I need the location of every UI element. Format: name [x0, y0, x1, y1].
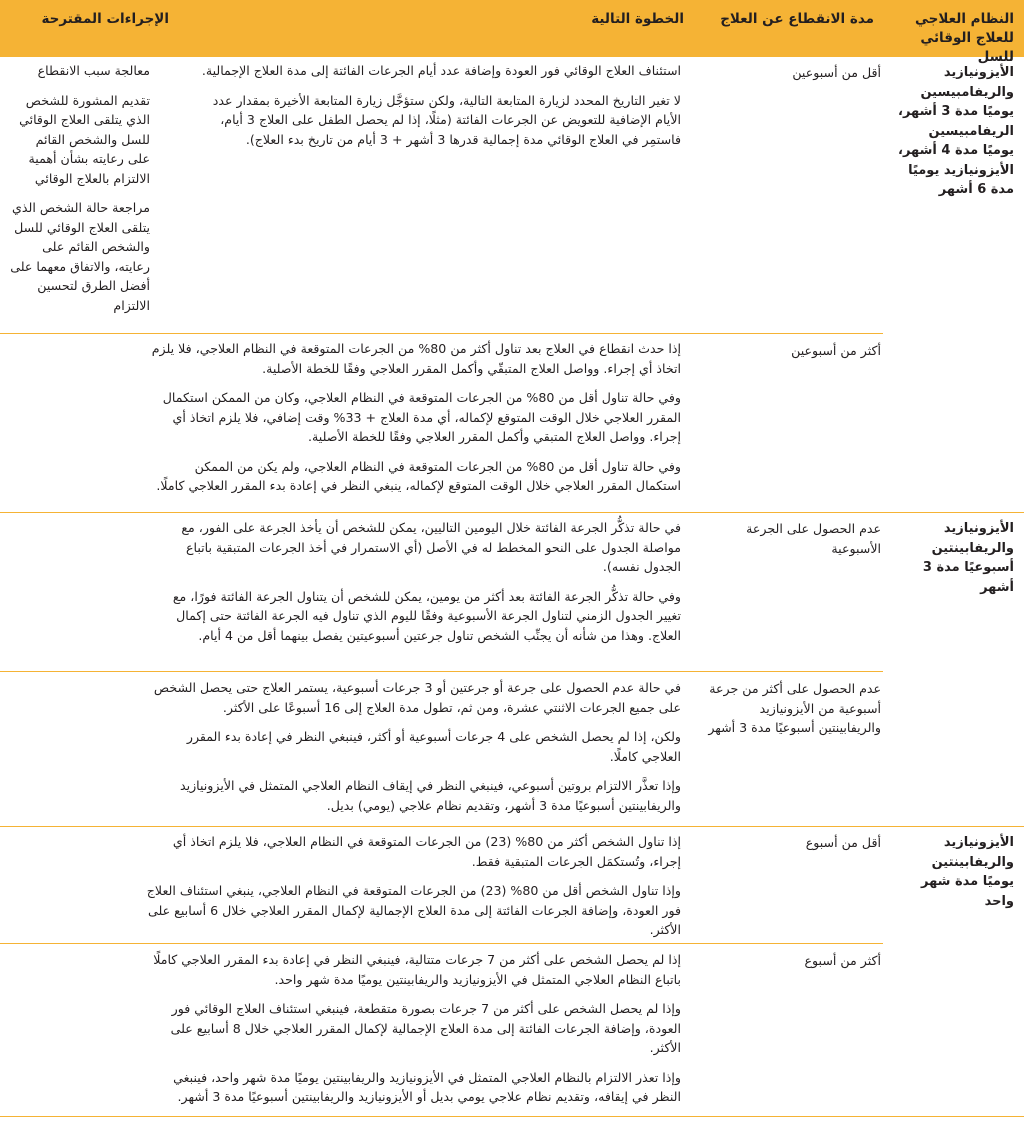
duration-cell: أكثر من أسبوعين [791, 343, 881, 358]
next-step-paragraph: وإذا تناول الشخص أقل من 80% (23) من الجرعات المتوقعة في النظام العلاجي، ينبغي استئناف العلاج فور العودة، وإضافة الجرعات الفائتة إلى مدة العلاج الإجمالية لإكمال المقرر العلاجي خلال 6 أسابيع على الأكثر. [146, 883, 681, 937]
next-step-paragraph: إذا حدث انقطاع في العلاج بعد تناول أكثر من 80% من الجرعات المتوقعة في النظام العلاجي، فلا يلزم اتخاذ أي إجراء. وواصل العلاج المتبقّي وأكمل المقرر العلاجي وفقًا للخطة الأصلية. [151, 341, 681, 376]
regimen-2: الأيزونيازيد والريفابينتين أسبوعيًا مدة 3 أشهر [922, 521, 1014, 595]
duration-cell: أقل من أسبوع [805, 835, 881, 850]
next-step-paragraph: ولكن، إذا لم يحصل الشخص على 4 جرعات أسبوعية أو أكثر، فينبغي النظر في إعادة بدء المقرر العلاجي كاملًا. [186, 729, 681, 764]
header-suggested-actions: الإجراءات المقترحة [41, 11, 169, 27]
action-item: معالجة سبب الانقطاع [37, 63, 150, 78]
next-step-paragraph: وفي حالة تذكُّر الجرعة الفائتة بعد أكثر من يومين، يمكن للشخص أن يتناول الجرعة الفائتة فورًا، مع تغيير الجدول الزمني لتناول الجرعة الأسبوعية وفقًا لليوم الذي تناول فيه الجرعة الفائتة حتى إكمال العلاج. وهذا من شأنه أن يجنِّب الشخص تناول جرعتين أسبوعيتين يفصل بينهما أقل من 4 أيام. [172, 588, 681, 643]
row-divider [0, 512, 1024, 513]
header-interruption-duration: مدة الانقطاع عن العلاج [720, 11, 874, 27]
regimen-1: الأيزونيازيد والريفامبيسين يوميًا مدة 3 أشهر، الريفامبيسين يوميًا مدة 4 أشهر، الأيزونيازيد يوميًا مدة 6 أشهر [898, 65, 1014, 197]
duration-cell: أقل من أسبوعين [792, 65, 881, 80]
next-step-paragraph: وإذا لم يحصل الشخص على أكثر من 7 جرعات بصورة متقطعة، فينبغي استئناف العلاج الوقائي فور العودة، وإضافة الجرعات الفائتة إلى مدة العلاج الإجمالية لإكمال المقرر العلاجي خلال 8 أسابيع على الأكثر. [170, 1001, 681, 1055]
next-step-paragraph: إذا لم يحصل الشخص على أكثر من 7 جرعات متتالية، فينبغي النظر في إعادة بدء المقرر العلاجي كاملًا باتباع النظام العلاجي المتمثل في الأيزونيازيد والريفابينتين يوميًا مدة شهر واحد. [153, 952, 681, 987]
action-item: مراجعة حالة الشخص الذي يتلقى العلاج الوقائي للسل والشخص القائم على رعايته، والاتفاق معهما على أفضل الطرق لتحسين الالتزام [10, 200, 150, 313]
row-divider [0, 333, 883, 334]
next-step-paragraph: وفي حالة تناول أقل من 80% من الجرعات المتوقعة في النظام العلاجي، ولم يكن من الممكن استكمال المقرر العلاجي خلال الوقت المتوقع لإكماله، ينبغي النظر في إعادة بدء المقرر العلاجي كاملًا. [156, 458, 681, 493]
row-divider [0, 671, 883, 672]
next-step-cell [146, 950, 681, 1117]
next-step-paragraph: وإذا تعذَّر الالتزام بروتين أسبوعي، فينبغي النظر في إيقاف النظام العلاجي المتمثل في الأيزونيازيد والريفابينتين أسبوعيًا مدة 3 أشهر، وتقديم نظام علاجي (يومي) بديل. [179, 778, 681, 813]
next-step-paragraph: لا تغير التاريخ المحدد لزيارة المتابعة التالية، ولكن ستؤجَّل زيارة المتابعة الأخيرة بمقدار عدد الأيام الإضافية للتعويض عن الجرعات الفائتة (مثلًا، إذا لم يحصل الطفل على العلاج 3 أيام، فاستمِر في العلاج الوقائي مدة إجمالية قدرها 3 أشهر + 3 أيام من تاريخ بدء العلاج). [212, 92, 681, 147]
header-next-step: الخطوة التالية [591, 11, 684, 27]
next-step-cell [146, 518, 681, 655]
suggested-actions-cell [10, 61, 150, 325]
row-divider [0, 826, 1024, 827]
next-step-cell [191, 61, 681, 159]
duration-cell: أكثر من أسبوع [804, 953, 881, 968]
action-item: تقديم المشورة للشخص الذي يتلقى العلاج الوقائي للسل والشخص القائم على رعايته بشأن أهمية الالتزام بالعلاج الوقائي [19, 92, 150, 186]
table-bottom-rule [0, 1116, 1024, 1117]
next-step-cell [146, 678, 681, 825]
row-divider [0, 943, 883, 944]
next-step-paragraph: وفي حالة تناول أقل من 80% من الجرعات المتوقعة في النظام العلاجي، وكان من الممكن استكمال المقرر العلاجي خلال الوقت المتوقع لإكماله، أي مدة العلاج + 33% وقت إضافي، فلا يلزم اتخاذ أي إجراء. وواصل العلاج المتبقي وأكمل المقرر العلاجي وفقًا للخطة الأصلية. [162, 390, 681, 444]
duration-cell: عدم الحصول على الجرعة الأسبوعية [746, 521, 881, 556]
next-step-paragraph: في حالة تذكُّر الجرعة الفائتة خلال اليومين التاليين، يمكن للشخص أن يأخذ الجرعة على الفور، مع مواصلة الجدول على النحو المخطط له في الأصل (أي الاستمرار في أخذ الجرعات المتبقية باتباع الجدول نفسه). [181, 520, 681, 574]
table-header [0, 0, 1024, 65]
next-step-paragraph: استئناف العلاج الوقائي فور العودة وإضافة عدد أيام الجرعات الفائتة إلى مدة العلاج الإجمالية. [201, 63, 681, 78]
next-step-cell [146, 832, 681, 950]
next-step-paragraph: وإذا تعذر الالتزام بالنظام العلاجي المتمثل في الأيزونيازيد والريفابينتين يوميًا مدة شهر واحد، فينبغي النظر في إيقافه، وتقديم نظام علاجي يومي بديل أو الأيزونيازيد والريفابينتين أسبوعيًا مدة 3 أشهر. [173, 1069, 681, 1104]
next-step-cell [146, 339, 681, 506]
next-step-paragraph: إذا تناول الشخص أكثر من 80% (23) من الجرعات المتوقعة في النظام العلاجي، فلا يلزم اتخاذ أي إجراء، وتُستكمَل الجرعات المتبقية فقط. [172, 834, 681, 869]
regimen-3: الأيزونيازيد والريفابينتين يوميًا مدة شهر واحد [920, 835, 1014, 909]
next-step-paragraph: في حالة عدم الحصول على جرعة أو جرعتين أو 3 جرعات أسبوعية، يستمر العلاج حتى يحصل الشخص على جميع الجرعات الاثنتي عشرة، ومن ثم، تطول مدة العلاج إلى 16 أسبوعًا على الأكثر. [153, 680, 681, 715]
header-regimen: النظام العلاجي للعلاج الوقائي للسل [915, 11, 1014, 65]
duration-cell: عدم الحصول على أكثر من جرعة أسبوعية من الأيزونيازيد والريفابينتين أسبوعيًا مدة 3 أشهر [708, 681, 881, 735]
